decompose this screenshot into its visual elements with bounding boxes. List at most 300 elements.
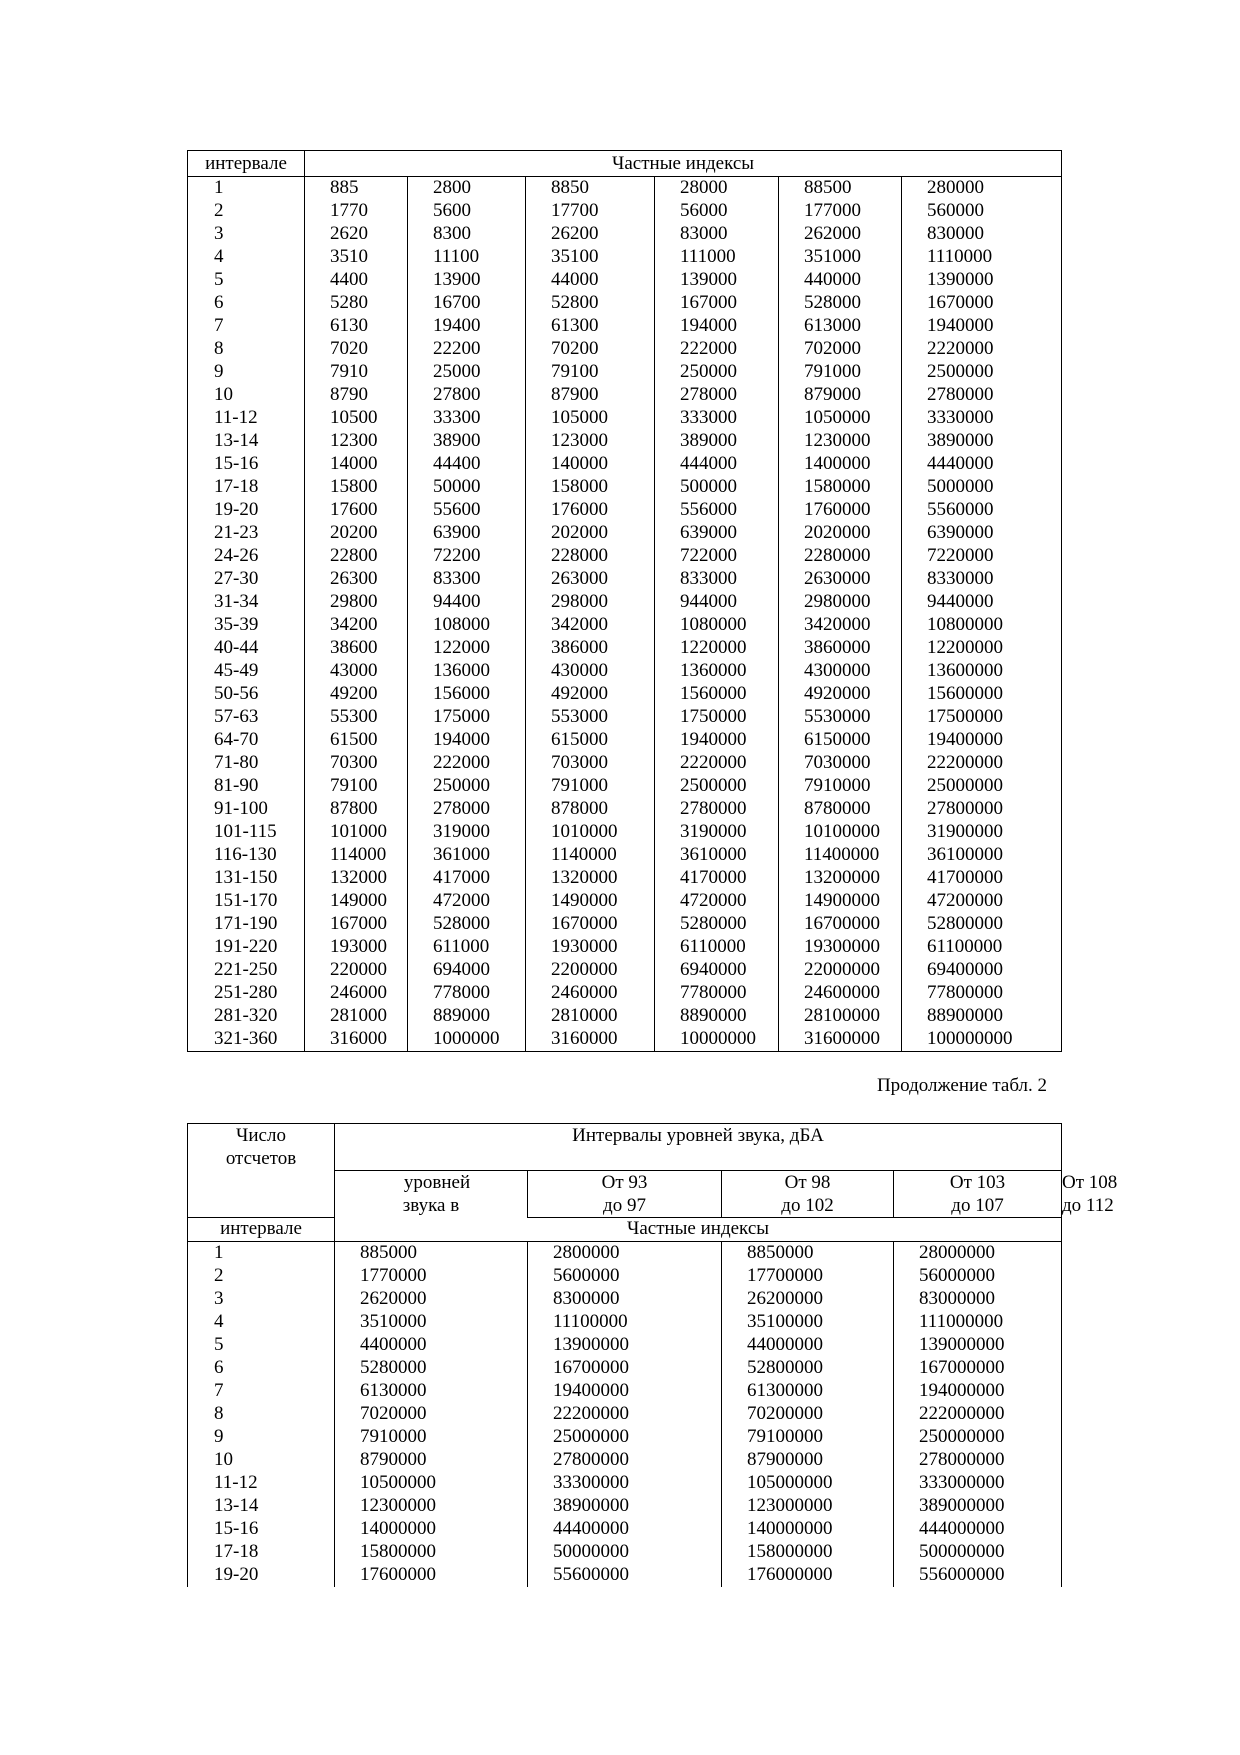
table1-value-cell: 1560000 bbox=[655, 683, 779, 706]
table1-row bbox=[188, 844, 1062, 867]
table1-value-cell: 15800 bbox=[305, 476, 408, 499]
table2-value-cell: 38900000 bbox=[528, 1495, 722, 1518]
table1-value-cell: 528000 bbox=[779, 292, 902, 315]
table1-value-cell: 528000 bbox=[408, 913, 526, 936]
table2-header-row-2: уровней звука в От 93 до 97 От 98 до 102 От 103 до 107 От 108 до 112 bbox=[188, 1171, 1062, 1218]
table2-interval-cell: 4 bbox=[188, 1311, 335, 1334]
table1-value-cell: 87800 bbox=[305, 798, 408, 821]
table1-value-cell: 87900 bbox=[526, 384, 655, 407]
table1-value-cell: 1940000 bbox=[902, 315, 1062, 338]
table1-value-cell: 3610000 bbox=[655, 844, 779, 867]
table1-row bbox=[188, 660, 1062, 683]
table1-value-cell: 5560000 bbox=[902, 499, 1062, 522]
table2-header-group: Интервалы уровней звука, дБА bbox=[335, 1124, 1062, 1171]
table2-value-cell: 222000000 bbox=[894, 1403, 1062, 1426]
table1-row bbox=[188, 936, 1062, 959]
table1-value-cell: 136000 bbox=[408, 660, 526, 683]
table2-row bbox=[188, 1334, 1062, 1357]
table2-header-count-cell-lower bbox=[335, 1171, 528, 1218]
table2-value-cell: 83000000 bbox=[894, 1288, 1062, 1311]
table1-row bbox=[188, 591, 1062, 614]
table1-value-cell: 17600 bbox=[305, 499, 408, 522]
table2-interval-cell: 19-20 bbox=[188, 1564, 335, 1587]
table2-header-count-line-3: уровней bbox=[403, 1172, 471, 1193]
table1-value-cell: 389000 bbox=[655, 430, 779, 453]
table1-interval-cell: 24-26 bbox=[188, 545, 305, 568]
table1-value-cell: 9440000 bbox=[902, 591, 1062, 614]
table1-value-cell: 1490000 bbox=[526, 890, 655, 913]
table1-value-cell: 246000 bbox=[305, 982, 408, 1005]
table1-value-cell: 791000 bbox=[526, 775, 655, 798]
table2-value-cell: 25000000 bbox=[528, 1426, 722, 1449]
table1-value-cell: 12300 bbox=[305, 430, 408, 453]
table2-row bbox=[188, 1472, 1062, 1495]
table1-value-cell: 63900 bbox=[408, 522, 526, 545]
table1-row bbox=[188, 453, 1062, 476]
table2-header-interval: интервале bbox=[188, 1218, 335, 1242]
table1-value-cell: 2980000 bbox=[779, 591, 902, 614]
table1-value-cell: 94400 bbox=[408, 591, 526, 614]
table2-value-cell: 56000000 bbox=[894, 1265, 1062, 1288]
table1-row bbox=[188, 798, 1062, 821]
table1-value-cell: 10800000 bbox=[902, 614, 1062, 637]
table1-value-cell: 25000000 bbox=[902, 775, 1062, 798]
table1-value-cell: 27800000 bbox=[902, 798, 1062, 821]
table2-value-cell: 26200000 bbox=[722, 1288, 894, 1311]
table2-value-cell: 8790000 bbox=[335, 1449, 528, 1472]
table1-value-cell: 29800 bbox=[305, 591, 408, 614]
table1-value-cell: 44000 bbox=[526, 269, 655, 292]
table2-header-count-line-4: звука в bbox=[402, 1195, 460, 1216]
table1-body bbox=[188, 177, 1062, 1052]
table2-interval-cell: 2 bbox=[188, 1265, 335, 1288]
table2-row bbox=[188, 1403, 1062, 1426]
table2-value-cell: 8300000 bbox=[528, 1288, 722, 1311]
table1-interval-cell: 21-23 bbox=[188, 522, 305, 545]
table2-value-cell: 7020000 bbox=[335, 1403, 528, 1426]
table2-value-cell: 61300000 bbox=[722, 1380, 894, 1403]
table1-interval-cell: 31-34 bbox=[188, 591, 305, 614]
table2-value-cell: 19400000 bbox=[528, 1380, 722, 1403]
table2-value-cell: 250000000 bbox=[894, 1426, 1062, 1449]
table1-interval-cell: 281-320 bbox=[188, 1005, 305, 1028]
table1-value-cell: 88900000 bbox=[902, 1005, 1062, 1028]
table1-value-cell: 7910000 bbox=[779, 775, 902, 798]
table1-value-cell: 4300000 bbox=[779, 660, 902, 683]
table2-value-cell: 44400000 bbox=[528, 1518, 722, 1541]
table2-value-cell: 111000000 bbox=[894, 1311, 1062, 1334]
table1-value-cell: 19400000 bbox=[902, 729, 1062, 752]
table1-value-cell: 3890000 bbox=[902, 430, 1062, 453]
table1-value-cell: 5280 bbox=[305, 292, 408, 315]
index-table-2 bbox=[187, 1123, 1118, 1587]
table1-interval-cell: 71-80 bbox=[188, 752, 305, 775]
table1-header-row bbox=[188, 151, 1062, 177]
table1-value-cell: 6130 bbox=[305, 315, 408, 338]
table2-value-cell: 14000000 bbox=[335, 1518, 528, 1541]
table1-value-cell: 2280000 bbox=[779, 545, 902, 568]
table1-value-cell: 6150000 bbox=[779, 729, 902, 752]
table1-value-cell: 41700000 bbox=[902, 867, 1062, 890]
table2-interval-cell: 15-16 bbox=[188, 1518, 335, 1541]
table1-row bbox=[188, 706, 1062, 729]
table1-row bbox=[188, 545, 1062, 568]
table2-value-cell: 70200000 bbox=[722, 1403, 894, 1426]
table1-row bbox=[188, 361, 1062, 384]
table2-col-2-from: От 98 bbox=[784, 1172, 831, 1193]
table2-interval-cell: 8 bbox=[188, 1403, 335, 1426]
table1-value-cell: 280000 bbox=[902, 177, 1062, 201]
table1-value-cell: 15600000 bbox=[902, 683, 1062, 706]
table1-interval-cell: 81-90 bbox=[188, 775, 305, 798]
table2-value-cell: 44000000 bbox=[722, 1334, 894, 1357]
table2-value-cell: 278000000 bbox=[894, 1449, 1062, 1472]
table1-value-cell: 615000 bbox=[526, 729, 655, 752]
table1-value-cell: 167000 bbox=[305, 913, 408, 936]
table1-row bbox=[188, 959, 1062, 982]
table2-value-cell: 16700000 bbox=[528, 1357, 722, 1380]
table1-row bbox=[188, 775, 1062, 798]
table1-value-cell: 2630000 bbox=[779, 568, 902, 591]
table1-value-cell: 139000 bbox=[655, 269, 779, 292]
table2-interval-cell: 3 bbox=[188, 1288, 335, 1311]
table1-value-cell: 2620 bbox=[305, 223, 408, 246]
table1-value-cell: 194000 bbox=[655, 315, 779, 338]
table1-value-cell: 52800000 bbox=[902, 913, 1062, 936]
table1-value-cell: 108000 bbox=[408, 614, 526, 637]
table1-row bbox=[188, 729, 1062, 752]
table1-value-cell: 703000 bbox=[526, 752, 655, 775]
table1-value-cell: 222000 bbox=[408, 752, 526, 775]
table1-value-cell: 17500000 bbox=[902, 706, 1062, 729]
table1-interval-cell: 15-16 bbox=[188, 453, 305, 476]
table1-row bbox=[188, 821, 1062, 844]
table1-value-cell: 36100000 bbox=[902, 844, 1062, 867]
table1-value-cell: 69400000 bbox=[902, 959, 1062, 982]
table1-value-cell: 6390000 bbox=[902, 522, 1062, 545]
table1-value-cell: 4440000 bbox=[902, 453, 1062, 476]
table1-value-cell: 833000 bbox=[655, 568, 779, 591]
table1-value-cell: 430000 bbox=[526, 660, 655, 683]
table2-row bbox=[188, 1541, 1062, 1564]
table2-col-2-to: до 102 bbox=[781, 1195, 834, 1216]
table1-value-cell: 26300 bbox=[305, 568, 408, 591]
table2-row bbox=[188, 1426, 1062, 1449]
table1-row bbox=[188, 223, 1062, 246]
table1-row bbox=[188, 637, 1062, 660]
table2-header-count-cell bbox=[188, 1124, 335, 1218]
table1-value-cell: 13900 bbox=[408, 269, 526, 292]
table2-value-cell: 27800000 bbox=[528, 1449, 722, 1472]
table2-header-partial-indices: Частные индексы bbox=[335, 1218, 1062, 1242]
table1-value-cell: 202000 bbox=[526, 522, 655, 545]
table1-value-cell: 2780000 bbox=[902, 384, 1062, 407]
table1-value-cell: 8850 bbox=[526, 177, 655, 201]
table1-value-cell: 44400 bbox=[408, 453, 526, 476]
table1-value-cell: 492000 bbox=[526, 683, 655, 706]
table1-value-cell: 281000 bbox=[305, 1005, 408, 1028]
table1-value-cell: 122000 bbox=[408, 637, 526, 660]
table1-value-cell: 167000 bbox=[655, 292, 779, 315]
table1-value-cell: 11100 bbox=[408, 246, 526, 269]
table2-col-1-from: От 93 bbox=[601, 1172, 648, 1193]
table1-value-cell: 6940000 bbox=[655, 959, 779, 982]
table1-value-cell: 444000 bbox=[655, 453, 779, 476]
table1-row bbox=[188, 568, 1062, 591]
table2-value-cell: 556000000 bbox=[894, 1564, 1062, 1587]
table1-value-cell: 50000 bbox=[408, 476, 526, 499]
table1-interval-cell: 4 bbox=[188, 246, 305, 269]
table2-value-cell: 140000000 bbox=[722, 1518, 894, 1541]
table1-value-cell: 250000 bbox=[655, 361, 779, 384]
table1-value-cell: 3860000 bbox=[779, 637, 902, 660]
table1-row bbox=[188, 407, 1062, 430]
table1-value-cell: 1580000 bbox=[779, 476, 902, 499]
table1-value-cell: 2500000 bbox=[902, 361, 1062, 384]
table1-interval-cell: 11-12 bbox=[188, 407, 305, 430]
table1-value-cell: 560000 bbox=[902, 200, 1062, 223]
table2-value-cell: 11100000 bbox=[528, 1311, 722, 1334]
table1-value-cell: 2800 bbox=[408, 177, 526, 201]
table1-value-cell: 20200 bbox=[305, 522, 408, 545]
table1-interval-cell: 5 bbox=[188, 269, 305, 292]
table1-interval-cell: 221-250 bbox=[188, 959, 305, 982]
table1-interval-cell: 57-63 bbox=[188, 706, 305, 729]
table1-value-cell: 7910 bbox=[305, 361, 408, 384]
table1-row bbox=[188, 315, 1062, 338]
table1-value-cell: 1000000 bbox=[408, 1028, 526, 1052]
table1-value-cell: 7220000 bbox=[902, 545, 1062, 568]
table1-value-cell: 38900 bbox=[408, 430, 526, 453]
table1-value-cell: 31600000 bbox=[779, 1028, 902, 1052]
table1-value-cell: 52800 bbox=[526, 292, 655, 315]
table1-interval-cell: 19-20 bbox=[188, 499, 305, 522]
table1-row bbox=[188, 522, 1062, 545]
table1-value-cell: 316000 bbox=[305, 1028, 408, 1052]
table1-value-cell: 28000 bbox=[655, 177, 779, 201]
table1-value-cell: 8780000 bbox=[779, 798, 902, 821]
table1-value-cell: 19300000 bbox=[779, 936, 902, 959]
table2-row bbox=[188, 1495, 1062, 1518]
table1-value-cell: 111000 bbox=[655, 246, 779, 269]
table1-value-cell: 149000 bbox=[305, 890, 408, 913]
table1-value-cell: 878000 bbox=[526, 798, 655, 821]
table1-value-cell: 2020000 bbox=[779, 522, 902, 545]
table1-row bbox=[188, 982, 1062, 1005]
table1-value-cell: 31900000 bbox=[902, 821, 1062, 844]
table1-row bbox=[188, 430, 1062, 453]
table1-row bbox=[188, 1005, 1062, 1028]
table1-interval-cell: 6 bbox=[188, 292, 305, 315]
table1-value-cell: 8890000 bbox=[655, 1005, 779, 1028]
table2-value-cell: 22200000 bbox=[528, 1403, 722, 1426]
table1-value-cell: 7780000 bbox=[655, 982, 779, 1005]
table1-value-cell: 361000 bbox=[408, 844, 526, 867]
table1-row bbox=[188, 499, 1062, 522]
table1-value-cell: 88500 bbox=[779, 177, 902, 201]
table1-interval-cell: 45-49 bbox=[188, 660, 305, 683]
table1-value-cell: 3330000 bbox=[902, 407, 1062, 430]
table2-col-3-to: до 107 bbox=[951, 1195, 1004, 1216]
table1-value-cell: 5000000 bbox=[902, 476, 1062, 499]
table2-interval-cell: 5 bbox=[188, 1334, 335, 1357]
table1-row bbox=[188, 292, 1062, 315]
table1-value-cell: 4920000 bbox=[779, 683, 902, 706]
table2-value-cell: 7910000 bbox=[335, 1426, 528, 1449]
table1-value-cell: 1140000 bbox=[526, 844, 655, 867]
table2-header-row-1 bbox=[188, 1124, 1062, 1171]
table2-value-cell: 4400000 bbox=[335, 1334, 528, 1357]
table1-interval-cell: 7 bbox=[188, 315, 305, 338]
table2-row bbox=[188, 1564, 1062, 1587]
table1-value-cell: 72200 bbox=[408, 545, 526, 568]
table1-value-cell: 100000000 bbox=[902, 1028, 1062, 1052]
table1-interval-cell: 9 bbox=[188, 361, 305, 384]
table1-value-cell: 114000 bbox=[305, 844, 408, 867]
table1-value-cell: 319000 bbox=[408, 821, 526, 844]
table1-value-cell: 440000 bbox=[779, 269, 902, 292]
table2-value-cell: 33300000 bbox=[528, 1472, 722, 1495]
table1-value-cell: 83000 bbox=[655, 223, 779, 246]
table1-value-cell: 3510 bbox=[305, 246, 408, 269]
table1-value-cell: 132000 bbox=[305, 867, 408, 890]
table2-col-1-to: до 97 bbox=[603, 1195, 646, 1216]
table2-value-cell: 87900000 bbox=[722, 1449, 894, 1472]
table1-row bbox=[188, 614, 1062, 637]
table2-value-cell: 2620000 bbox=[335, 1288, 528, 1311]
table2-value-cell: 17700000 bbox=[722, 1265, 894, 1288]
table1-row bbox=[188, 890, 1062, 913]
table1-value-cell: 140000 bbox=[526, 453, 655, 476]
table1-value-cell: 885 bbox=[305, 177, 408, 201]
table1-value-cell: 49200 bbox=[305, 683, 408, 706]
table1-value-cell: 61100000 bbox=[902, 936, 1062, 959]
table1-row bbox=[188, 683, 1062, 706]
table2-interval-cell: 17-18 bbox=[188, 1541, 335, 1564]
table1-value-cell: 13600000 bbox=[902, 660, 1062, 683]
table1-value-cell: 13200000 bbox=[779, 867, 902, 890]
table1-value-cell: 5530000 bbox=[779, 706, 902, 729]
table1-interval-cell: 40-44 bbox=[188, 637, 305, 660]
table1-value-cell: 611000 bbox=[408, 936, 526, 959]
table1-value-cell: 472000 bbox=[408, 890, 526, 913]
table1-value-cell: 1400000 bbox=[779, 453, 902, 476]
table2-interval-cell: 7 bbox=[188, 1380, 335, 1403]
table1-value-cell: 22000000 bbox=[779, 959, 902, 982]
table1-value-cell: 2220000 bbox=[655, 752, 779, 775]
table1-value-cell: 47200000 bbox=[902, 890, 1062, 913]
table1-value-cell: 2200000 bbox=[526, 959, 655, 982]
table1-value-cell: 351000 bbox=[779, 246, 902, 269]
table2-value-cell: 13900000 bbox=[528, 1334, 722, 1357]
table1-value-cell: 250000 bbox=[408, 775, 526, 798]
table1-value-cell: 3190000 bbox=[655, 821, 779, 844]
table1-value-cell: 83300 bbox=[408, 568, 526, 591]
table1-value-cell: 17700 bbox=[526, 200, 655, 223]
table1-value-cell: 61300 bbox=[526, 315, 655, 338]
table1-value-cell: 333000 bbox=[655, 407, 779, 430]
table1-value-cell: 5600 bbox=[408, 200, 526, 223]
table1-value-cell: 27800 bbox=[408, 384, 526, 407]
table1-value-cell: 417000 bbox=[408, 867, 526, 890]
table1-interval-cell: 131-150 bbox=[188, 867, 305, 890]
table1-value-cell: 222000 bbox=[655, 338, 779, 361]
table2-value-cell: 444000000 bbox=[894, 1518, 1062, 1541]
table1-interval-cell: 13-14 bbox=[188, 430, 305, 453]
table1-value-cell: 6110000 bbox=[655, 936, 779, 959]
table1-value-cell: 175000 bbox=[408, 706, 526, 729]
table1-value-cell: 500000 bbox=[655, 476, 779, 499]
continuation-label: Продолжение табл. 2 bbox=[876, 1075, 1047, 1096]
table1-interval-cell: 1 bbox=[188, 177, 305, 201]
table1-value-cell: 56000 bbox=[655, 200, 779, 223]
table1-interval-cell: 10 bbox=[188, 384, 305, 407]
table2-interval-cell: 6 bbox=[188, 1357, 335, 1380]
table2-row bbox=[188, 1380, 1062, 1403]
table1-value-cell: 1220000 bbox=[655, 637, 779, 660]
table2-value-cell: 123000000 bbox=[722, 1495, 894, 1518]
table1-value-cell: 1770 bbox=[305, 200, 408, 223]
table1-value-cell: 77800000 bbox=[902, 982, 1062, 1005]
table2-value-cell: 167000000 bbox=[894, 1357, 1062, 1380]
table1-value-cell: 16700000 bbox=[779, 913, 902, 936]
table1-interval-cell: 3 bbox=[188, 223, 305, 246]
table2-value-cell: 50000000 bbox=[528, 1541, 722, 1564]
table1-interval-cell: 101-115 bbox=[188, 821, 305, 844]
table2-value-cell: 885000 bbox=[335, 1242, 528, 1266]
table1-value-cell: 2460000 bbox=[526, 982, 655, 1005]
table1-value-cell: 38600 bbox=[305, 637, 408, 660]
table1-header-partial-indices: Частные индексы bbox=[305, 151, 1062, 177]
table1-value-cell: 2500000 bbox=[655, 775, 779, 798]
table1-value-cell: 791000 bbox=[779, 361, 902, 384]
table1-value-cell: 61500 bbox=[305, 729, 408, 752]
table1-value-cell: 889000 bbox=[408, 1005, 526, 1028]
table1-value-cell: 158000 bbox=[526, 476, 655, 499]
table2-value-cell: 389000000 bbox=[894, 1495, 1062, 1518]
table2-value-cell: 333000000 bbox=[894, 1472, 1062, 1495]
table1-value-cell: 22200 bbox=[408, 338, 526, 361]
table1-value-cell: 3420000 bbox=[779, 614, 902, 637]
table1-value-cell: 123000 bbox=[526, 430, 655, 453]
table1-interval-cell: 2 bbox=[188, 200, 305, 223]
table1-value-cell: 342000 bbox=[526, 614, 655, 637]
table1-value-cell: 263000 bbox=[526, 568, 655, 591]
table1-value-cell: 5280000 bbox=[655, 913, 779, 936]
table2-header-col-1 bbox=[528, 1171, 722, 1218]
table2-value-cell: 52800000 bbox=[722, 1357, 894, 1380]
table1-value-cell: 105000 bbox=[526, 407, 655, 430]
table1-value-cell: 10500 bbox=[305, 407, 408, 430]
table1-value-cell: 25000 bbox=[408, 361, 526, 384]
table2-interval-cell: 9 bbox=[188, 1426, 335, 1449]
table2-value-cell: 15800000 bbox=[335, 1541, 528, 1564]
table1-value-cell: 1050000 bbox=[779, 407, 902, 430]
table1-value-cell: 43000 bbox=[305, 660, 408, 683]
table2-value-cell: 8850000 bbox=[722, 1242, 894, 1266]
table1-value-cell: 55600 bbox=[408, 499, 526, 522]
table2-value-cell: 1770000 bbox=[335, 1265, 528, 1288]
table1-row bbox=[188, 269, 1062, 292]
table1-value-cell: 70300 bbox=[305, 752, 408, 775]
table1-value-cell: 10000000 bbox=[655, 1028, 779, 1052]
table1-value-cell: 1360000 bbox=[655, 660, 779, 683]
table2-row bbox=[188, 1242, 1062, 1266]
table1-value-cell: 4170000 bbox=[655, 867, 779, 890]
table1-value-cell: 1390000 bbox=[902, 269, 1062, 292]
table1-value-cell: 33300 bbox=[408, 407, 526, 430]
table2-interval-cell: 11-12 bbox=[188, 1472, 335, 1495]
